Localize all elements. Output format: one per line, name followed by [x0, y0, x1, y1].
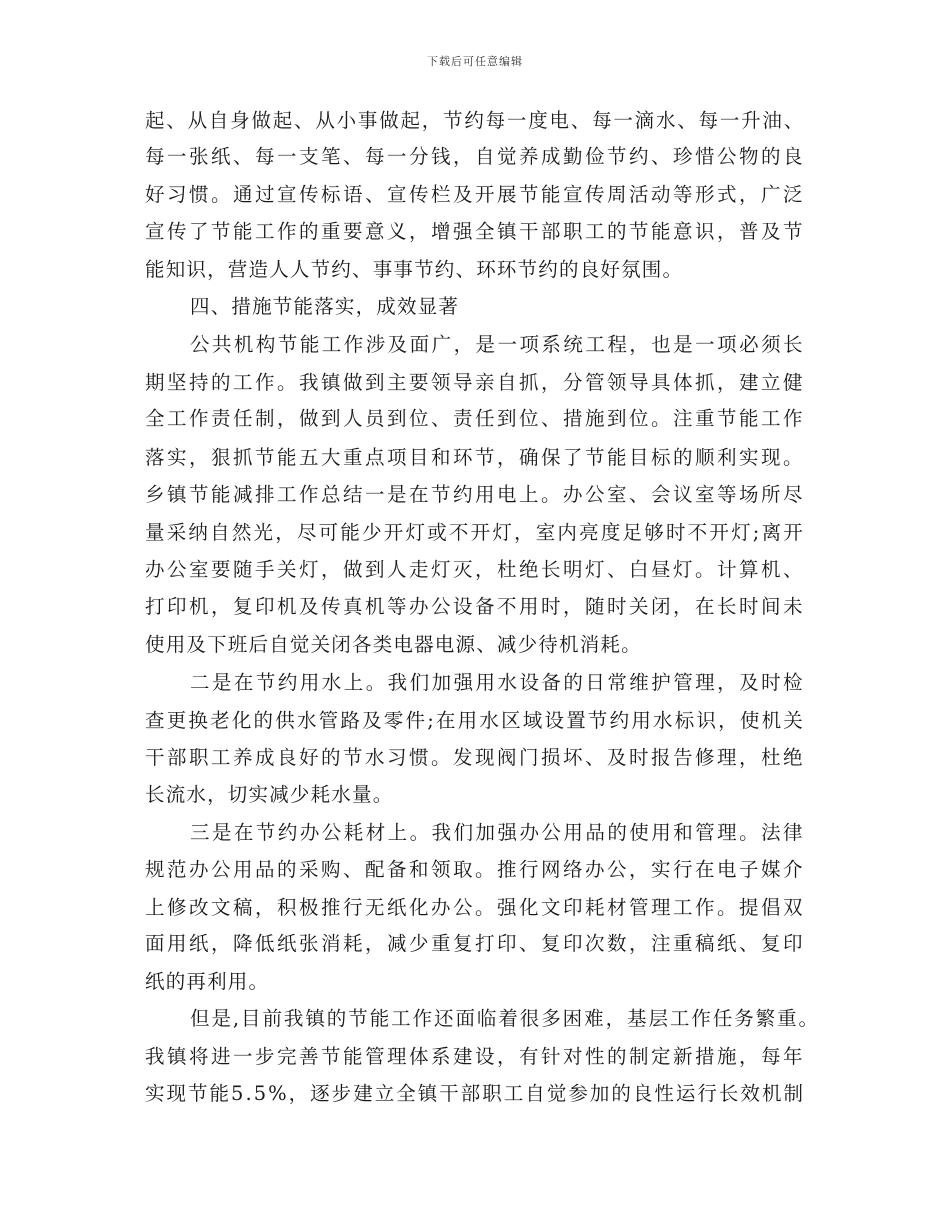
- text-line: 实现节能5.5%，逐步建立全镇干部职工自觉参加的良性运行长效机制: [145, 1082, 805, 1105]
- text-line: 打印机，复印机及传真机等办公设备不用时，随时关闭，在长时间未: [145, 595, 805, 618]
- text-line: 上修改文稿，积极推行无纸化办公。强化文印耗材管理工作。提倡双: [145, 896, 805, 919]
- text-line: 每一张纸、每一支笔、每一分钱，自觉养成勤俭节约、珍惜公物的良: [145, 145, 805, 168]
- text-line: 办公室要随手关灯，做到人走灯灭，杜绝长明灯、白昼灯。计算机、: [145, 558, 805, 581]
- page-header: 下载后可任意编辑: [427, 55, 523, 68]
- text-line: 三是在节约办公耗材上。我们加强办公用品的使用和管理。法律: [190, 821, 805, 844]
- text-line: 查更换老化的供水管路及零件;在用水区域设置节约用水标识，使机关: [145, 709, 805, 732]
- text-line: 乡镇节能减排工作总结一是在节约用电上。办公室、会议室等场所尽: [145, 483, 805, 506]
- text-line: 长流水，切实减少耗水量。: [145, 783, 394, 806]
- text-line: 落实，狠抓节能五大重点项目和环节，确保了节能目标的顺利实现。: [145, 446, 805, 469]
- text-line: 使用及下班后自觉关闭各类电器电源、减少待机消耗。: [145, 633, 642, 656]
- text-line: 我镇将进一步完善节能管理体系建设，有针对性的制定新措施，每年: [145, 1045, 805, 1068]
- text-line: 纸的再利用。: [145, 970, 270, 993]
- text-line: 面用纸，降低纸张消耗，减少重复打印、复印次数，注重稿纸、复印: [145, 932, 805, 955]
- section-heading: 四、措施节能落实，成效显著: [190, 295, 460, 318]
- text-line: 量采纳自然光，尽可能少开灯或不开灯，室内亮度足够时不开灯;离开: [145, 521, 805, 544]
- text-line: 公共机构节能工作涉及面广，是一项系统工程，也是一项必须长: [190, 333, 805, 356]
- text-line: 干部职工养成良好的节水习惯。发现阀门损坏、及时报告修理，杜绝: [145, 746, 805, 769]
- text-line: 二是在节约用水上。我们加强用水设备的日常维护管理，及时检: [190, 671, 805, 694]
- text-line: 规范办公用品的采购、配备和领取。推行网络办公，实行在电子媒介: [145, 858, 805, 881]
- text-line: 起、从自身做起、从小事做起，节约每一度电、每一滴水、每一升油、: [145, 109, 805, 132]
- text-line: 全工作责任制，做到人员到位、责任到位、措施到位。注重节能工作: [145, 407, 805, 430]
- text-line: 期坚持的工作。我镇做到主要领导亲自抓，分管领导具体抓，建立健: [145, 371, 805, 394]
- text-line: 好习惯。通过宣传标语、宣传栏及开展节能宣传周活动等形式，广泛: [145, 183, 805, 206]
- text-line: 但是,目前我镇的节能工作还面临着很多困难，基层工作任务繁重。: [190, 1007, 820, 1030]
- text-line: 宣传了节能工作的重要意义，增强全镇干部职工的节能意识，普及节: [145, 220, 805, 243]
- text-line: 能知识，营造人人节约、事事节约、环环节约的良好氛围。: [145, 258, 684, 281]
